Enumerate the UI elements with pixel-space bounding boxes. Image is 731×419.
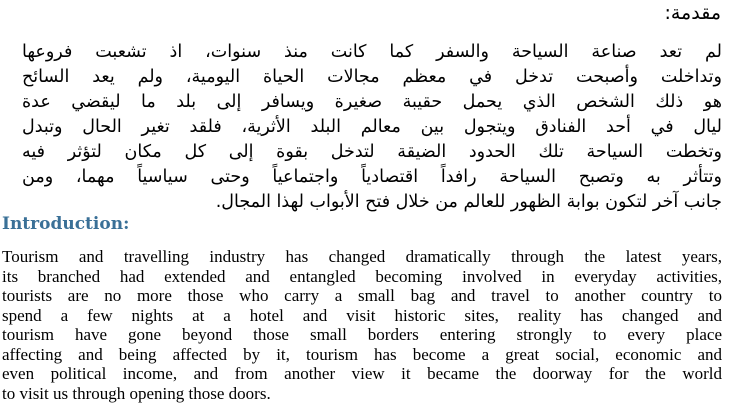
english-line: tourism have gone beyond those small borders entering strongly to every place — [2, 325, 722, 344]
arabic-heading: مقدمة: — [664, 2, 721, 24]
english-line: Tourism and travelling industry has changed dramatically through the latest years, — [2, 247, 722, 266]
english-line: affecting and being affected by it, tourism has become a great social, economic and — [2, 344, 722, 364]
arabic-line: هو ذلك الشخص الذي يحمل حقيبة صغيرة ويسافر إلى بلد ما ليقضي عدة — [22, 92, 722, 112]
english-line: its branched had extended and entangled becoming involved in everyday activities, — [2, 266, 722, 286]
arabic-line: وتداخلت وأصبحت تدخل في معظم مجالات الحياة اليومية، ولم يعد السائح — [22, 67, 722, 87]
arabic-line: وتخطت السياحة تلك الحدود الضيقة لتدخل بقوة إلى كل مكان لتؤثر فيه — [22, 142, 722, 162]
english-paragraph — [2, 247, 722, 403]
english-line: tourists are no more those who carry a small bag and travel to another country to — [2, 286, 722, 305]
english-line: even political income, and from another view it became the doorway for the world — [2, 364, 722, 383]
arabic-paragraph — [22, 40, 722, 215]
arabic-line: وتتأثر به وتصبح السياحة رافداً اقتصادياً واجتماعياً وحتى سياسياً مهما، ومن — [22, 167, 722, 187]
arabic-line: ليال في أحد الفنادق ويتجول بين معالم البلد الأثرية، فلقد تغير الحال وتبدل — [22, 117, 722, 137]
english-line: spend a few nights at a hotel and visit historic sites, reality has changed and — [2, 305, 722, 325]
english-heading: Introduction: — [2, 214, 130, 234]
english-line: to visit us through opening those doors. — [2, 383, 271, 403]
arabic-line: جانب آخر لتكون بوابة الظهور للعالم من خلال فتح الأبواب لهذا المجال. — [215, 192, 722, 212]
arabic-line: لم تعد صناعة السياحة والسفر كما كانت منذ سنوات، اذ تشعبت فروعها — [22, 42, 722, 62]
